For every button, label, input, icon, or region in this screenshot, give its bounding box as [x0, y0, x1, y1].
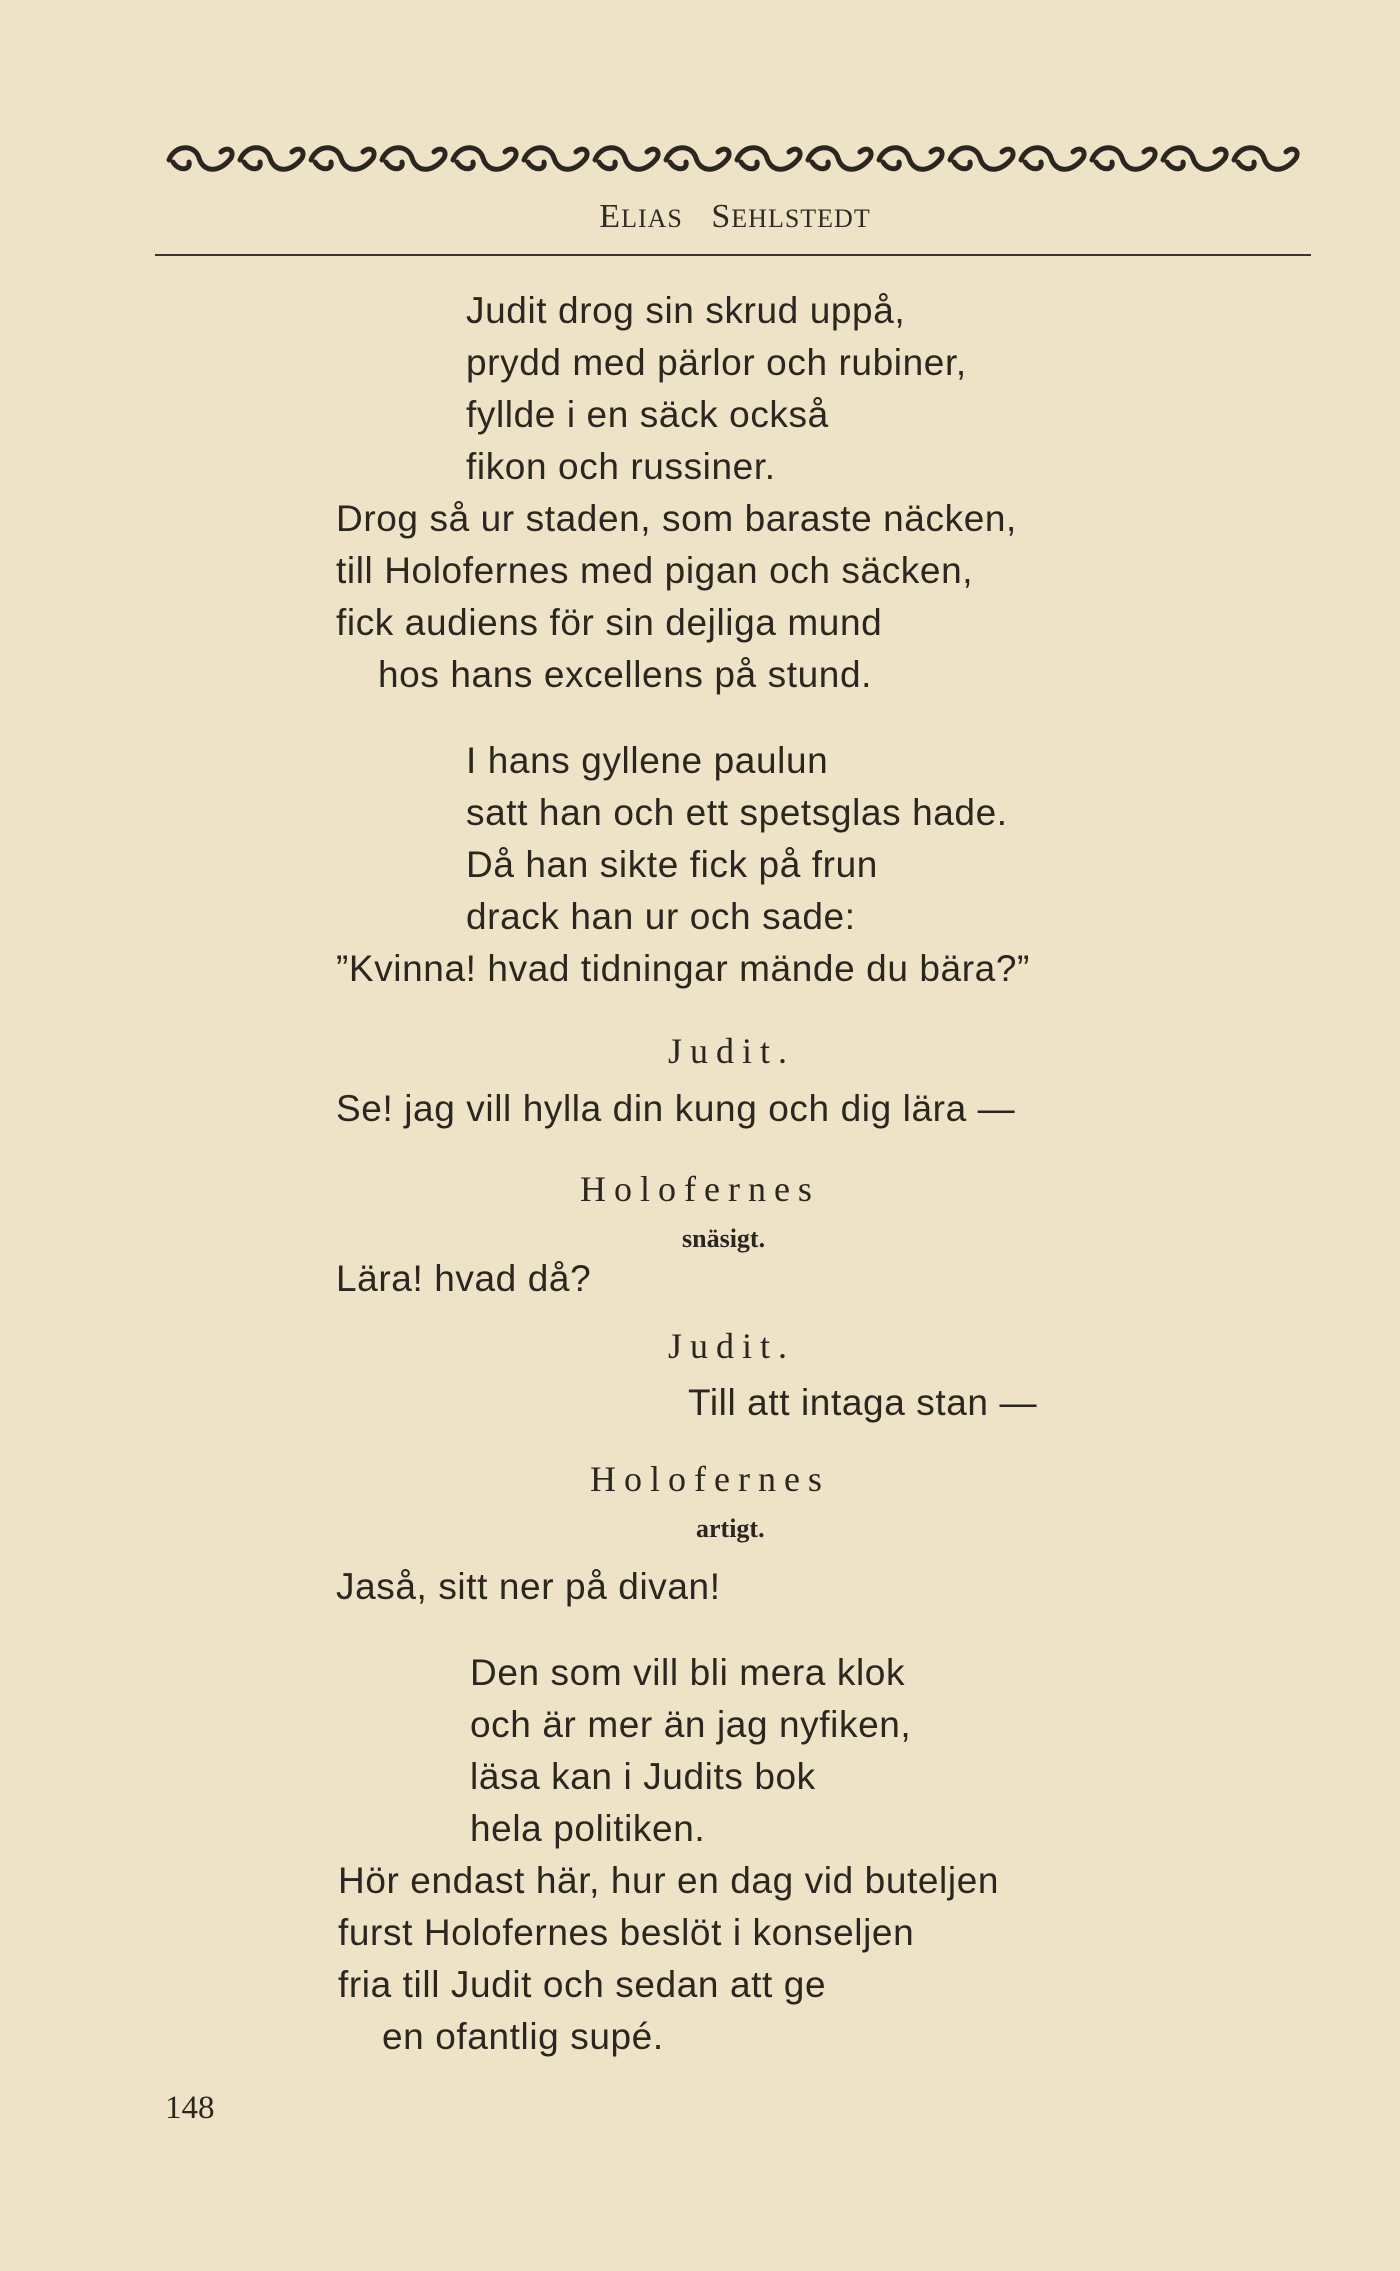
running-head-initial-1: E	[599, 198, 622, 235]
verse-line: I hans gyllene paulun	[466, 740, 829, 781]
speaker-holofernes: Holofernes	[590, 1459, 830, 1499]
running-head-rest-2: EHLSTEDT	[731, 204, 871, 233]
verse-line: en ofantlig supé.	[382, 2016, 664, 2057]
running-head	[160, 198, 1310, 236]
speaker-judit: Judit.	[668, 1031, 796, 1071]
verse-line: Den som vill bli mera klok	[470, 1652, 906, 1693]
verse-line: till Holofernes med pigan och säcken,	[336, 550, 974, 591]
verse-line: prydd med pärlor och rubiner,	[466, 342, 967, 383]
verse-line: läsa kan i Judits bok	[470, 1756, 816, 1797]
verse-line: satt han och ett spetsglas hade.	[466, 792, 1008, 833]
verse-line: fria till Judit och sedan att ge	[338, 1964, 827, 2005]
header-rule	[155, 254, 1311, 256]
dialogue-line: Jaså, sitt ner på divan!	[336, 1566, 721, 1607]
verse-line: hos hans excellens på stund.	[378, 654, 873, 695]
verse-line: Judit drog sin skrud uppå,	[466, 290, 906, 331]
verse-line: fyllde i en säck också	[466, 394, 829, 435]
verse-line: furst Holofernes beslöt i konseljen	[338, 1912, 915, 1953]
dialogue-line: Lära! hvad då?	[336, 1258, 592, 1299]
page-number: 148	[165, 2090, 215, 2126]
verse-line: drack han ur och sade:	[466, 896, 856, 937]
verse-line: fikon och russiner.	[466, 446, 776, 487]
verse-line: Drog så ur staden, som baraste näcken,	[336, 498, 1017, 539]
dialogue-line: Till att intaga stan —	[688, 1382, 1038, 1423]
verse-line: hela politiken.	[470, 1808, 706, 1849]
verse-line: ”Kvinna! hvad tidningar mände du bära?”	[336, 948, 1030, 989]
verse-line: fick audiens för sin dejliga mund	[336, 602, 883, 643]
verse-line: Då han sikte fick på frun	[466, 844, 878, 885]
speaker-holofernes: Holofernes	[580, 1169, 820, 1209]
verse-line: och är mer än jag nyfiken,	[470, 1704, 912, 1745]
stage-direction: snäsigt.	[682, 1224, 766, 1253]
verse-line: Hör endast här, hur en dag vid buteljen	[338, 1860, 1000, 1901]
dialogue-line: Se! jag vill hylla din kung och dig lära —	[336, 1088, 1016, 1129]
speaker-judit: Judit.	[668, 1326, 796, 1366]
stage-direction: artigt.	[696, 1514, 765, 1543]
running-head-initial-2: S	[711, 198, 732, 235]
chain-scroll-ornament-icon	[165, 138, 1305, 178]
running-head-rest-1: LIAS	[621, 204, 683, 233]
